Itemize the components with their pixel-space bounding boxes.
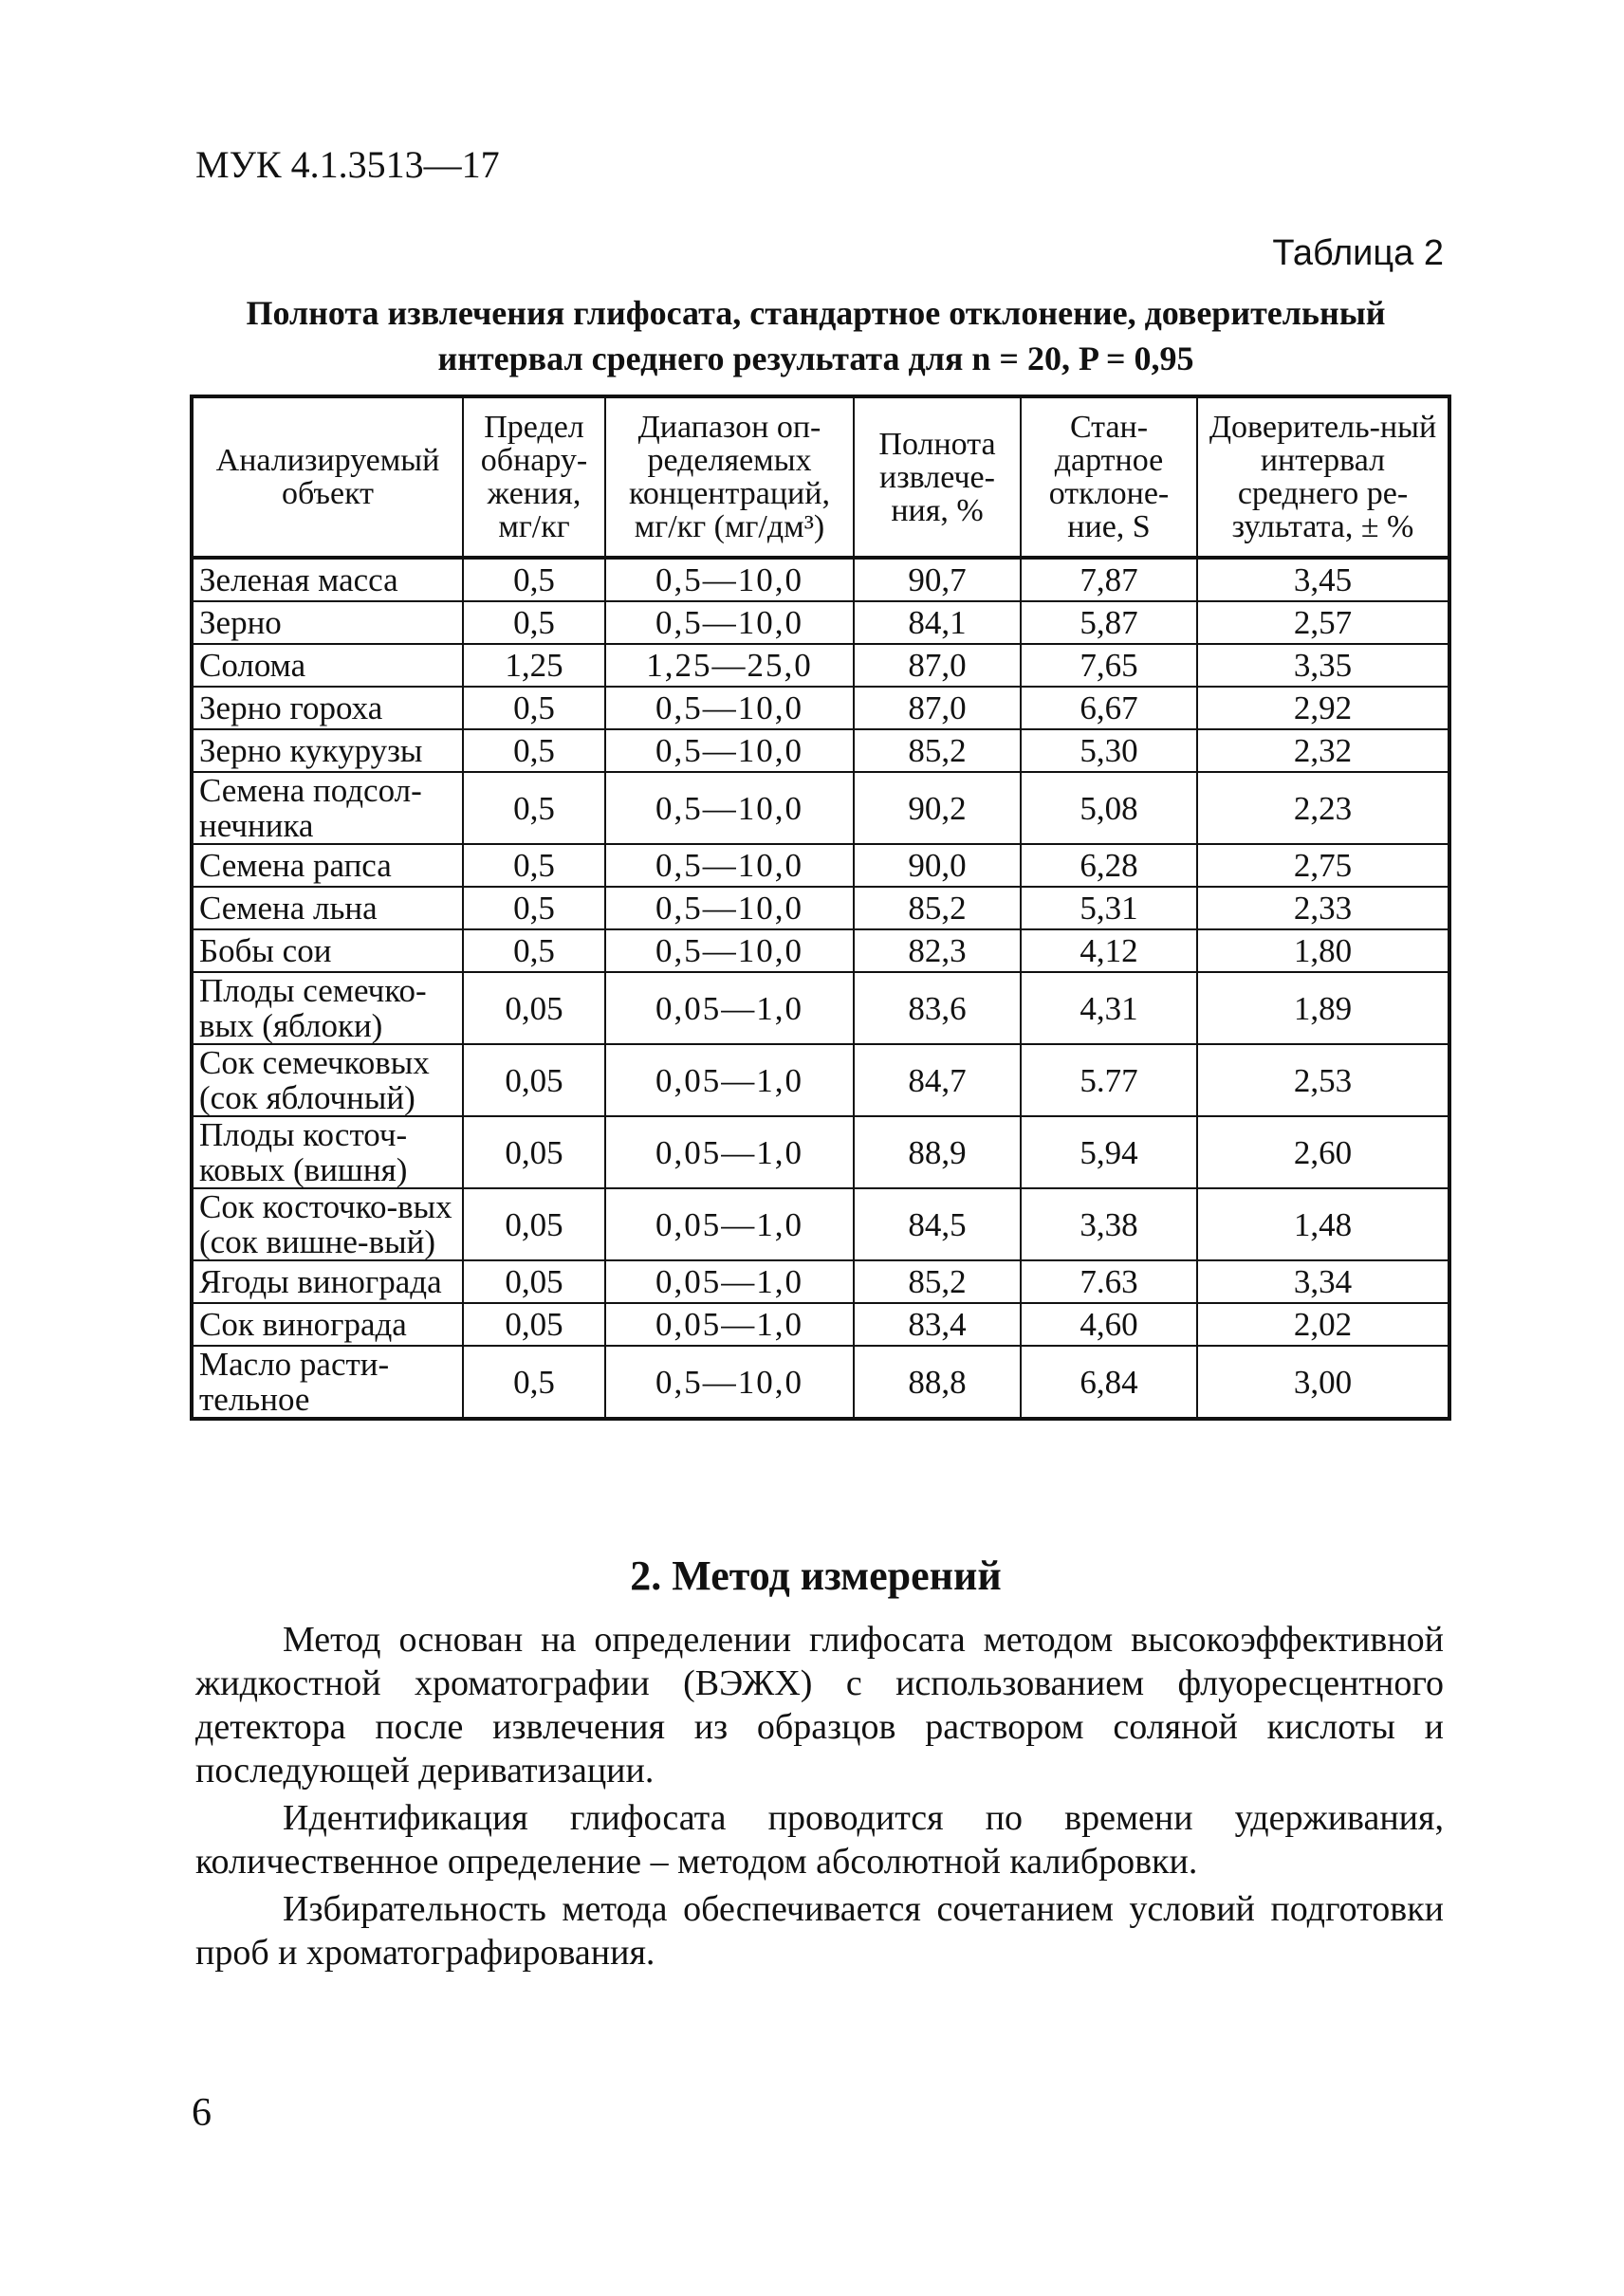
cell-std-deviation: 5,87 <box>1021 601 1197 644</box>
cell-object: Плоды косточ-ковых (вишня) <box>192 1116 463 1188</box>
table-row <box>192 772 1449 844</box>
section-heading: 2. Метод измерений <box>630 1552 1002 1599</box>
cell-object: Зеленая масса <box>192 558 463 601</box>
table-row <box>192 1188 1449 1260</box>
cell-confidence-interval: 2,75 <box>1197 844 1449 887</box>
table-row <box>192 558 1449 601</box>
cell-detection-limit: 0,05 <box>463 972 605 1044</box>
cell-object: Зерно <box>192 601 463 644</box>
table-body <box>192 558 1449 1419</box>
cell-object: Зерно гороха <box>192 687 463 729</box>
column-header-recovery: Полнота извлече-ния, % <box>854 396 1021 558</box>
cell-detection-limit: 0,5 <box>463 558 605 601</box>
cell-recovery: 90,2 <box>854 772 1021 844</box>
cell-std-deviation: 7,65 <box>1021 644 1197 687</box>
results-table <box>190 395 1451 1421</box>
cell-confidence-interval: 2,57 <box>1197 601 1449 644</box>
cell-object: Масло расти-тельное <box>192 1346 463 1419</box>
cell-object: Сок винограда <box>192 1303 463 1346</box>
cell-detection-limit: 0,5 <box>463 687 605 729</box>
cell-confidence-interval: 2,32 <box>1197 729 1449 772</box>
results-table-container <box>190 395 1448 1421</box>
table-row <box>192 1044 1449 1116</box>
cell-recovery: 90,0 <box>854 844 1021 887</box>
page-number: 6 <box>192 2091 212 2135</box>
cell-std-deviation: 4,31 <box>1021 972 1197 1044</box>
table-row <box>192 1346 1449 1419</box>
cell-confidence-interval: 2,60 <box>1197 1116 1449 1188</box>
cell-confidence-interval: 1,80 <box>1197 929 1449 972</box>
table-row <box>192 844 1449 887</box>
cell-confidence-interval: 3,45 <box>1197 558 1449 601</box>
cell-confidence-interval: 2,23 <box>1197 772 1449 844</box>
table-row <box>192 1260 1449 1303</box>
cell-range: 0,05—1,0 <box>605 1188 854 1260</box>
cell-range: 0,05—1,0 <box>605 1044 854 1116</box>
cell-range: 0,5—10,0 <box>605 844 854 887</box>
table-title <box>190 290 1442 381</box>
cell-detection-limit: 0,5 <box>463 772 605 844</box>
cell-detection-limit: 0,05 <box>463 1260 605 1303</box>
cell-std-deviation: 5.77 <box>1021 1044 1197 1116</box>
cell-recovery: 83,4 <box>854 1303 1021 1346</box>
cell-detection-limit: 1,25 <box>463 644 605 687</box>
paragraph: Метод основан на определении глифосата методом высокоэффективной жидкостной хроматографии (ВЭЖХ) с использованием флуоресцентного детектора после извлечения из образцов раствором соляной кислоты и последующей дериватизации. <box>195 1620 1444 1791</box>
paragraph: Избирательность метода обеспечивается сочетанием условий подготовки проб и хроматографирования. <box>195 1889 1444 1973</box>
cell-std-deviation: 6,67 <box>1021 687 1197 729</box>
cell-recovery: 85,2 <box>854 1260 1021 1303</box>
cell-detection-limit: 0,05 <box>463 1116 605 1188</box>
cell-confidence-interval: 2,53 <box>1197 1044 1449 1116</box>
cell-range: 0,5—10,0 <box>605 1346 854 1419</box>
cell-range: 0,05—1,0 <box>605 1116 854 1188</box>
cell-range: 0,05—1,0 <box>605 1303 854 1346</box>
cell-object: Семена рапса <box>192 844 463 887</box>
cell-recovery: 88,9 <box>854 1116 1021 1188</box>
cell-std-deviation: 6,28 <box>1021 844 1197 887</box>
table-title-line-2: интервал среднего результата для n = 20, P = 0,95 <box>437 340 1194 377</box>
cell-object: Семена льна <box>192 887 463 929</box>
cell-object: Плоды семечко-вых (яблоки) <box>192 972 463 1044</box>
table-row <box>192 887 1449 929</box>
cell-recovery: 85,2 <box>854 729 1021 772</box>
cell-detection-limit: 0,5 <box>463 1346 605 1419</box>
cell-range: 0,5—10,0 <box>605 558 854 601</box>
cell-recovery: 84,1 <box>854 601 1021 644</box>
cell-detection-limit: 0,5 <box>463 887 605 929</box>
cell-range: 0,5—10,0 <box>605 687 854 729</box>
cell-recovery: 87,0 <box>854 687 1021 729</box>
section-body <box>195 1618 1444 1978</box>
cell-range: 0,5—10,0 <box>605 772 854 844</box>
cell-range: 0,5—10,0 <box>605 887 854 929</box>
column-header-detection-limit: Предел обнару-жения, мг/кг <box>463 396 605 558</box>
cell-std-deviation: 5,31 <box>1021 887 1197 929</box>
cell-object: Солома <box>192 644 463 687</box>
cell-range: 0,5—10,0 <box>605 601 854 644</box>
cell-detection-limit: 0,5 <box>463 729 605 772</box>
cell-std-deviation: 5,08 <box>1021 772 1197 844</box>
cell-std-deviation: 6,84 <box>1021 1346 1197 1419</box>
table-number: Таблица 2 <box>1272 233 1444 273</box>
cell-std-deviation: 5,94 <box>1021 1116 1197 1188</box>
cell-detection-limit: 0,05 <box>463 1188 605 1260</box>
cell-std-deviation: 4,12 <box>1021 929 1197 972</box>
table-row <box>192 601 1449 644</box>
cell-object: Сок семечковых (сок яблочный) <box>192 1044 463 1116</box>
paragraph: Идентификация глифосата проводится по времени удерживания, количественное определение – методом абсолютной калибровки. <box>195 1798 1444 1882</box>
column-header-range: Диапазон оп-ределяемых концентраций, мг/кг (мг/дм³) <box>605 396 854 558</box>
cell-object: Сок косточко-вых (сок вишне-вый) <box>192 1188 463 1260</box>
cell-detection-limit: 0,05 <box>463 1303 605 1346</box>
cell-recovery: 82,3 <box>854 929 1021 972</box>
table-row <box>192 929 1449 972</box>
table-row <box>192 972 1449 1044</box>
cell-std-deviation: 4,60 <box>1021 1303 1197 1346</box>
cell-confidence-interval: 2,33 <box>1197 887 1449 929</box>
table-title-line-1: Полнота извлечения глифосата, стандартное отклонение, доверительный <box>246 294 1386 332</box>
table-row <box>192 1303 1449 1346</box>
cell-recovery: 85,2 <box>854 887 1021 929</box>
document-code: МУК 4.1.3513—17 <box>195 143 500 186</box>
cell-confidence-interval: 3,34 <box>1197 1260 1449 1303</box>
column-header-object: Анализируемый объект <box>192 396 463 558</box>
cell-object: Ягоды винограда <box>192 1260 463 1303</box>
cell-recovery: 90,7 <box>854 558 1021 601</box>
cell-range: 0,05—1,0 <box>605 1260 854 1303</box>
column-header-confidence-interval: Доверитель-ный интервал среднего ре-зультата, ± % <box>1197 396 1449 558</box>
table-row <box>192 687 1449 729</box>
cell-detection-limit: 0,5 <box>463 929 605 972</box>
cell-recovery: 84,5 <box>854 1188 1021 1260</box>
cell-detection-limit: 0,5 <box>463 601 605 644</box>
cell-recovery: 83,6 <box>854 972 1021 1044</box>
table-row <box>192 1116 1449 1188</box>
cell-range: 0,5—10,0 <box>605 929 854 972</box>
cell-object: Зерно кукурузы <box>192 729 463 772</box>
cell-range: 1,25—25,0 <box>605 644 854 687</box>
cell-object: Семена подсол-нечника <box>192 772 463 844</box>
table-row <box>192 729 1449 772</box>
cell-confidence-interval: 3,00 <box>1197 1346 1449 1419</box>
cell-confidence-interval: 2,92 <box>1197 687 1449 729</box>
cell-confidence-interval: 2,02 <box>1197 1303 1449 1346</box>
table-row <box>192 644 1449 687</box>
column-header-std-deviation: Стан-дартное отклоне-ние, S <box>1021 396 1197 558</box>
cell-recovery: 88,8 <box>854 1346 1021 1419</box>
cell-confidence-interval: 3,35 <box>1197 644 1449 687</box>
cell-std-deviation: 5,30 <box>1021 729 1197 772</box>
cell-std-deviation: 3,38 <box>1021 1188 1197 1260</box>
cell-recovery: 84,7 <box>854 1044 1021 1116</box>
cell-std-deviation: 7,87 <box>1021 558 1197 601</box>
cell-recovery: 87,0 <box>854 644 1021 687</box>
cell-detection-limit: 0,5 <box>463 844 605 887</box>
cell-range: 0,05—1,0 <box>605 972 854 1044</box>
cell-range: 0,5—10,0 <box>605 729 854 772</box>
cell-confidence-interval: 1,89 <box>1197 972 1449 1044</box>
cell-object: Бобы сои <box>192 929 463 972</box>
cell-std-deviation: 7.63 <box>1021 1260 1197 1303</box>
table-header-row <box>192 396 1449 558</box>
cell-confidence-interval: 1,48 <box>1197 1188 1449 1260</box>
cell-detection-limit: 0,05 <box>463 1044 605 1116</box>
